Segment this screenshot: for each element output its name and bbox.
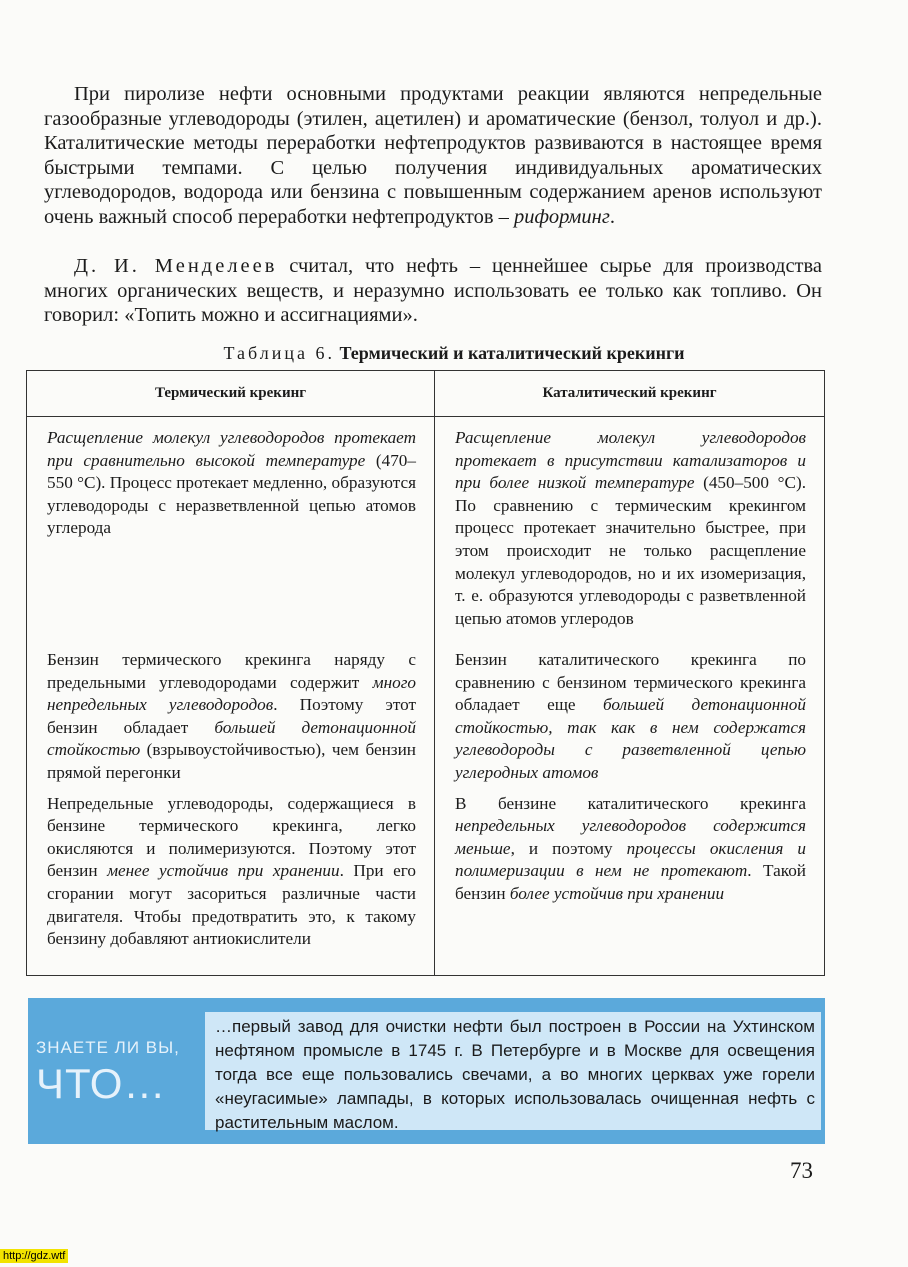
cell-text: Бензин каталитического крекинга по сравнению с бензином термического крекинга обладает еще xyxy=(455,650,806,715)
banner-title-big: ЧТО… xyxy=(36,1060,167,1107)
cell-text: , и поэтому xyxy=(510,838,627,858)
banner-title-small: ЗНАЕТЕ ЛИ ВЫ, xyxy=(36,1038,180,1057)
cell-text: (470–550 °С). Процесс протекает медленно, образуются углеводороды с неразветвленной цепью атомов углерода xyxy=(47,450,416,538)
cell-text: . При его сгорании могут засориться различные части двигателя. Чтобы предотвратить это, к такому бензину добавляют антиокислители xyxy=(47,861,416,949)
banner-text: …первый завод для очистки нефти был построен в России на Ухтинском нефтяном промысле в 1745 г. В Петербурге и в Москве для освещения тогда все еще пользовались свечами, а во многих церквах уже горели «неугасимые» лампады, в которых использовалась очищенная нефть с растительным маслом. xyxy=(205,1012,821,1130)
cell-thermal xyxy=(27,645,435,789)
did-you-know-banner xyxy=(28,998,825,1144)
italic-text: большей детонационной стойкостью xyxy=(47,717,416,760)
cell-text: . Такой бензин xyxy=(455,861,806,903)
paragraph-pyrolysis xyxy=(44,82,822,230)
cell-text: . Поэтому этот бензин обладает xyxy=(47,695,416,737)
page-number: 73 xyxy=(790,1158,813,1183)
paragraph-text: При пиролизе нефти основными продуктами реакции являются непредельные газообразные углеводороды (этилен, ацетилен) и ароматические (бензол, толуол и др.). Каталитические методы переработки нефтепродуктов развиваются в настоящее время быстрыми темпами. С целью получения индивидуальных ароматических углеводородов, водорода или бензина с повышенным содержанием аренов используют очень важный способ переработки нефтепродуктов – xyxy=(44,83,822,228)
italic-text: процессы окисления и полимеризации в нем не протекают xyxy=(455,838,806,881)
paragraph-end: . xyxy=(609,205,615,228)
table-caption xyxy=(0,342,908,364)
italic-text: более устойчив при хранении xyxy=(509,883,725,903)
cell-catalytic xyxy=(435,789,825,976)
mendeleev-name: Д. И. Менделеев xyxy=(74,255,278,277)
site-label[interactable]: http://gdz.wtf xyxy=(0,1249,68,1263)
cell-text: Непредельные углеводороды, содержащиеся в бензине термического крекинга, легко окисляются и полимеризуются. Поэтому этот бензин xyxy=(47,793,416,881)
cracking-table xyxy=(26,370,825,976)
italic-text: Расщепление молекул углеводородов протекает при сравнительно высокой температуре xyxy=(47,428,416,470)
table-number: Таблица 6. xyxy=(223,343,335,363)
cell-text: (взрывоустойчивостью), чем бензин прямой перегонки xyxy=(47,740,416,782)
cell-catalytic xyxy=(435,417,825,646)
italic-text: большей детонационной стойкостью, так как в нем содержатся углеводороды с разветвленной цепью углеродных атомов xyxy=(455,695,806,782)
reforming-term: риформинг xyxy=(514,205,610,228)
cell-thermal xyxy=(27,417,435,646)
italic-text: менее устойчив при хранении xyxy=(107,861,340,881)
italic-text: много непредельных углеводородов xyxy=(47,672,416,715)
cell-text: Бензин термического крекинга наряду с предельными углеводородами содержит xyxy=(47,650,416,692)
paragraph-text: считал, что нефть – ценнейшее сырье для производства многих органических веществ, и неразумно использовать ее только как топливо. Он говорил: «Топить можно и ассигнациями». xyxy=(44,255,823,327)
banner-title xyxy=(36,1038,180,1108)
cell-text: (450–500 °С). По сравнению с термическим крекингом процесс протекает значительно быстрее, при этом происходит не только расщепление молекул углеводородов, но и их изомеризация, т. е. образуются углеводороды с разветвленной цепью атомов углеродов xyxy=(455,473,806,628)
header-catalytic: Каталитический крекинг xyxy=(435,371,825,417)
paragraph-mendeleev xyxy=(44,254,822,328)
header-thermal: Термический крекинг xyxy=(27,371,435,417)
cell-catalytic xyxy=(435,645,825,789)
italic-text: непредельных углеводородов содержится меньше xyxy=(455,816,806,858)
table-title: Термический и каталитический крекинги xyxy=(339,343,685,363)
italic-text: Расщепление молекул углеводородов протекает в присутствии катализаторов и при более низкой температуре xyxy=(455,428,806,493)
cell-text: В бензине каталитического крекинга xyxy=(455,793,806,813)
cell-thermal xyxy=(27,789,435,976)
